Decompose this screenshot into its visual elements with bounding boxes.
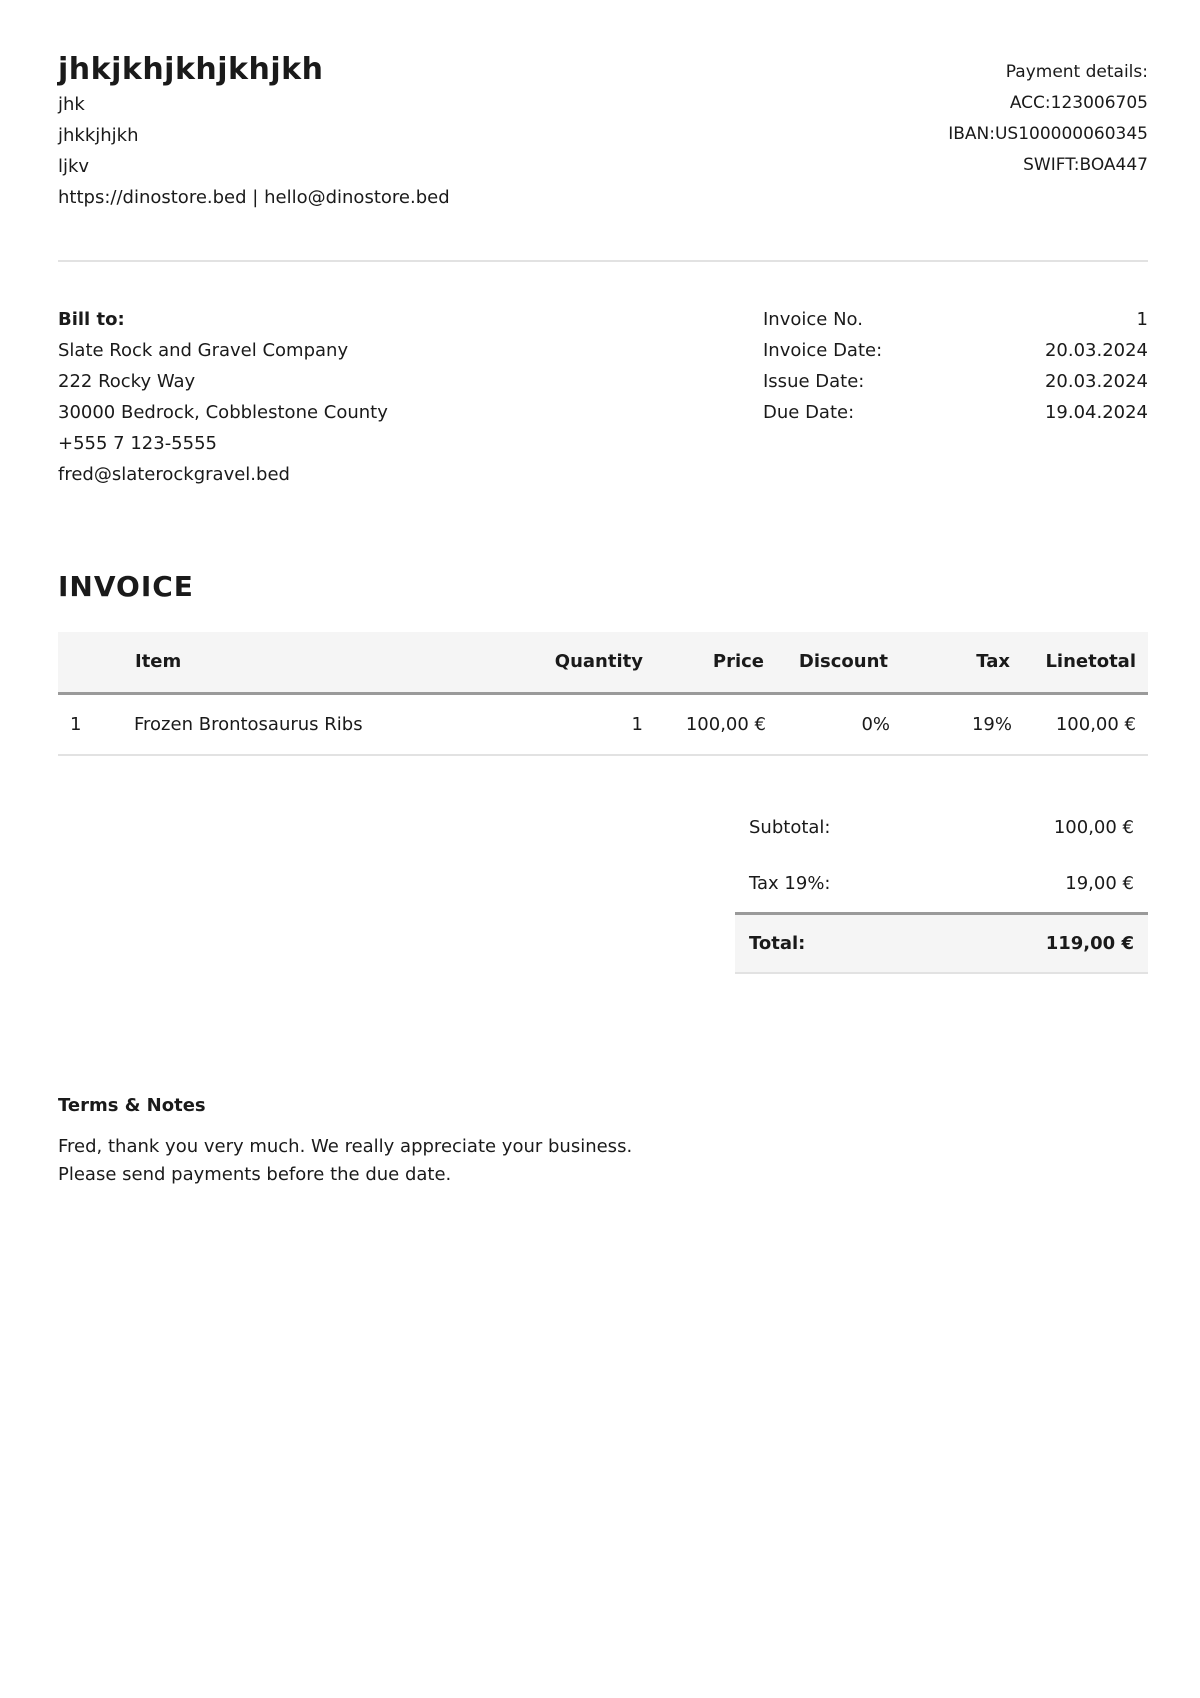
header-tax: Tax — [976, 651, 1010, 672]
meta-label: Invoice Date: — [763, 340, 883, 361]
notes-line-1: Fred, thank you very much. We really appreciate your business. — [58, 1136, 633, 1157]
header-linetotal: Linetotal — [1045, 651, 1136, 672]
contact-separator: | — [252, 187, 259, 208]
invoice-title: INVOICE — [58, 570, 194, 603]
bill-to-street: 222 Rocky Way — [58, 371, 196, 392]
payment-iban: IBAN:US100000060345 — [948, 124, 1148, 144]
meta-label: Due Date: — [763, 402, 855, 423]
company-address — [58, 89, 450, 213]
totals-block — [735, 800, 1148, 974]
company-email-link[interactable]: hello@dinostore.bed — [264, 187, 450, 208]
total-row — [735, 912, 1148, 974]
row-tax: 19% — [971, 714, 1012, 735]
bill-to-city: 30000 Bedrock, Cobblestone County — [58, 402, 388, 423]
bill-to-email: fred@slaterockgravel.bed — [58, 464, 290, 485]
bill-to-label: Bill to: — [58, 309, 125, 330]
payment-details — [948, 57, 1148, 181]
tax-value: 19,00 € — [1065, 873, 1134, 894]
notes-title: Terms & Notes — [58, 1095, 206, 1116]
row-number: 1 — [70, 714, 82, 735]
meta-value: 19.04.2024 — [1044, 402, 1148, 423]
subtotal-row — [735, 800, 1148, 856]
invoice-meta — [763, 304, 1148, 428]
meta-label: Invoice No. — [763, 309, 863, 330]
header-discount: Discount — [798, 651, 888, 672]
company-line-3: ljkv — [58, 156, 90, 177]
invoice-page — [58, 0, 1148, 1698]
company-contact — [58, 182, 450, 213]
company-name: jhkjkhjkhjkhjkh — [58, 52, 324, 87]
payment-acc: ACC:123006705 — [1009, 93, 1148, 113]
payment-details-title: Payment details: — [1005, 62, 1148, 82]
row-discount: 0% — [861, 714, 890, 735]
company-website-link[interactable]: https://dinostore.bed — [58, 187, 247, 208]
header-divider — [58, 260, 1148, 262]
meta-value: 20.03.2024 — [1044, 340, 1148, 361]
meta-row-issue-date — [763, 366, 1148, 397]
meta-value: 1 — [1136, 309, 1148, 330]
bill-to-name: Slate Rock and Gravel Company — [58, 340, 349, 361]
notes-text — [58, 1133, 632, 1189]
company-line-2: jhkkjhjkh — [58, 125, 139, 146]
tax-label: Tax 19%: — [749, 873, 831, 894]
header-quantity: Quantity — [554, 651, 643, 672]
tax-row — [735, 856, 1148, 912]
row-price: 100,00 € — [685, 714, 766, 735]
row-linetotal: 100,00 € — [1055, 714, 1136, 735]
total-label: Total: — [749, 933, 806, 954]
payment-swift: SWIFT:BOA447 — [1023, 155, 1148, 175]
row-item: Frozen Brontosaurus Ribs — [134, 714, 363, 735]
subtotal-label: Subtotal: — [749, 817, 831, 838]
row-quantity: 1 — [631, 714, 643, 735]
items-table-header — [58, 632, 1148, 695]
subtotal-value: 100,00 € — [1053, 817, 1134, 838]
bill-to-block — [58, 304, 388, 490]
header-price: Price — [712, 651, 764, 672]
meta-label: Issue Date: — [763, 371, 865, 392]
header-item: Item — [135, 651, 182, 672]
company-line-1: jhk — [58, 94, 85, 115]
meta-value: 20.03.2024 — [1044, 371, 1148, 392]
meta-row-invoice-no — [763, 304, 1148, 335]
meta-row-due-date — [763, 397, 1148, 428]
total-value: 119,00 € — [1045, 933, 1134, 954]
table-row — [58, 695, 1148, 756]
bill-to-phone: +555 7 123-5555 — [58, 433, 217, 454]
notes-line-2: Please send payments before the due date. — [58, 1164, 452, 1185]
meta-row-invoice-date — [763, 335, 1148, 366]
items-table — [58, 632, 1148, 756]
